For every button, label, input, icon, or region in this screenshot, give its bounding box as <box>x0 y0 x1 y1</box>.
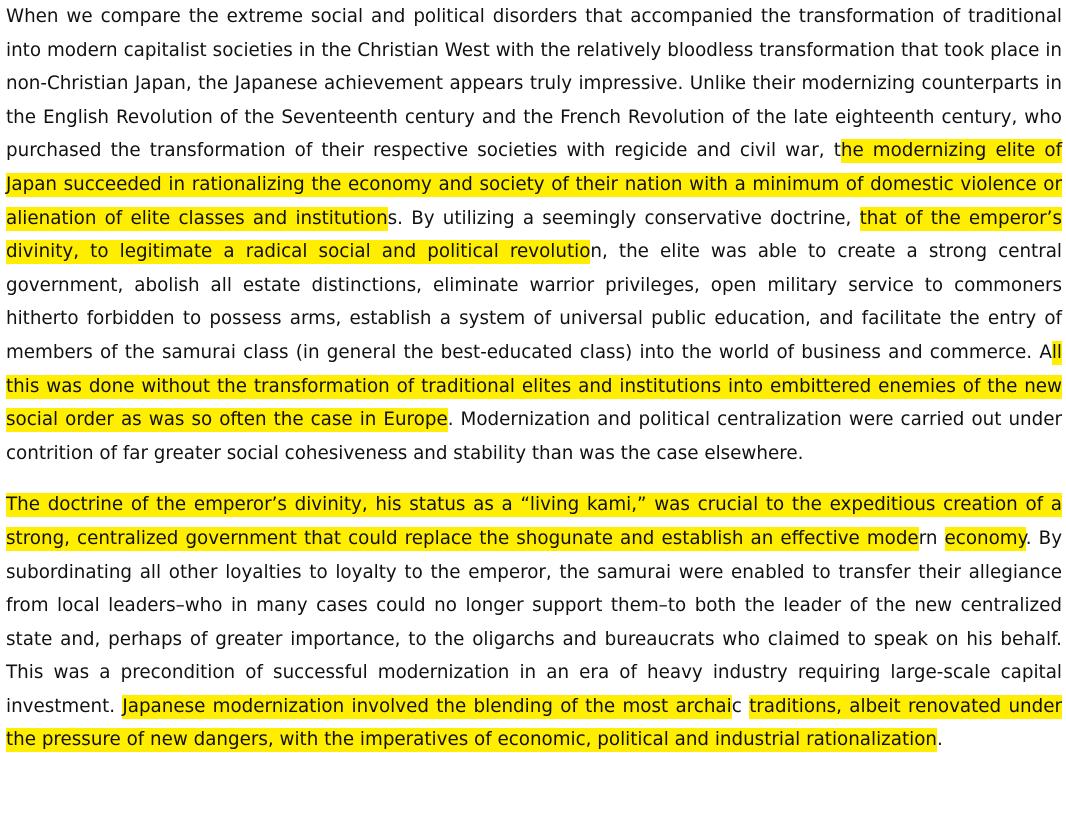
paragraph-2 <box>6 488 1062 757</box>
text-segment: rn <box>918 527 945 549</box>
text-segment: . <box>936 729 943 751</box>
highlighted-text: Japanese modernization involved the blending of the most archai <box>122 695 732 717</box>
text-segment: c <box>731 695 750 717</box>
highlighted-text: economy <box>944 527 1026 549</box>
highlighted-text: The doctrine of the emperor’s divinity, his status as a “living kami,” was crucial to the expeditious creation of a strong, centralized government that could replace the shogunate and establish an effective mode <box>6 494 1062 549</box>
highlighted-text: ll this was done without the transformation of traditional elites and institutions into embittered enemies of the new social order as was so often the case in Europe <box>6 341 1062 431</box>
text-segment: s. By utilizing a seemingly conservative doctrine, <box>387 207 860 229</box>
paragraph-1 <box>6 0 1062 470</box>
text-segment: n, the elite was able to create a strong central government, abolish all estate distinctions, eliminate warrior privileges, open military service to commoners hitherto forbidden to possess arms, establish a system of universal public education, and facilitate the entry of members of the samurai class (in general the best-educated class) into the world of business and commerce. A <box>6 241 1063 363</box>
text-segment: When we compare the extreme social and political disorders that accompanied the transformation of traditional into modern capitalist societies in the Christian West with the relatively bloodless transformation that took place in non-Christian Japan, the Japanese achievement appears truly impressive. Unlike their modernizing counterparts in the English Revolution of the Seventeenth century and the French Revolution of the late eighteenth century, who purchased the transformation of their respective societies with regicide and civil war, t <box>6 6 1062 162</box>
text-segment: . By subordinating all other loyalties to loyalty to the emperor, the samurai were enabled to transfer their allegiance from local leaders–who in many cases could no longer support them–to both the leader of the new centralized state and, perhaps of greater importance, to the oligarchs and bureaucrats who claimed to speak on his behalf. This was a precondition of successful modernization in an era of heavy industry requiring large-scale capital investment. <box>6 527 1063 717</box>
text-segment: . Modernization and political centralization were carried out under contrition of far greater social cohesiveness and stability than was the case elsewhere. <box>6 409 1062 464</box>
highlighted-text: traditions, albeit renovated under the pressure of new dangers, with the imperatives of economic, political and industrial rationalization <box>6 695 1062 751</box>
highlighted-text: he modernizing elite of Japan succeeded in rationalizing the economy and society of their nation with a minimum of domestic violence or alienation of elite classes and institution <box>6 140 1063 229</box>
highlighted-text: that of the emperor’s divinity, to legitimate a radical social and political revolutio <box>6 207 1062 263</box>
